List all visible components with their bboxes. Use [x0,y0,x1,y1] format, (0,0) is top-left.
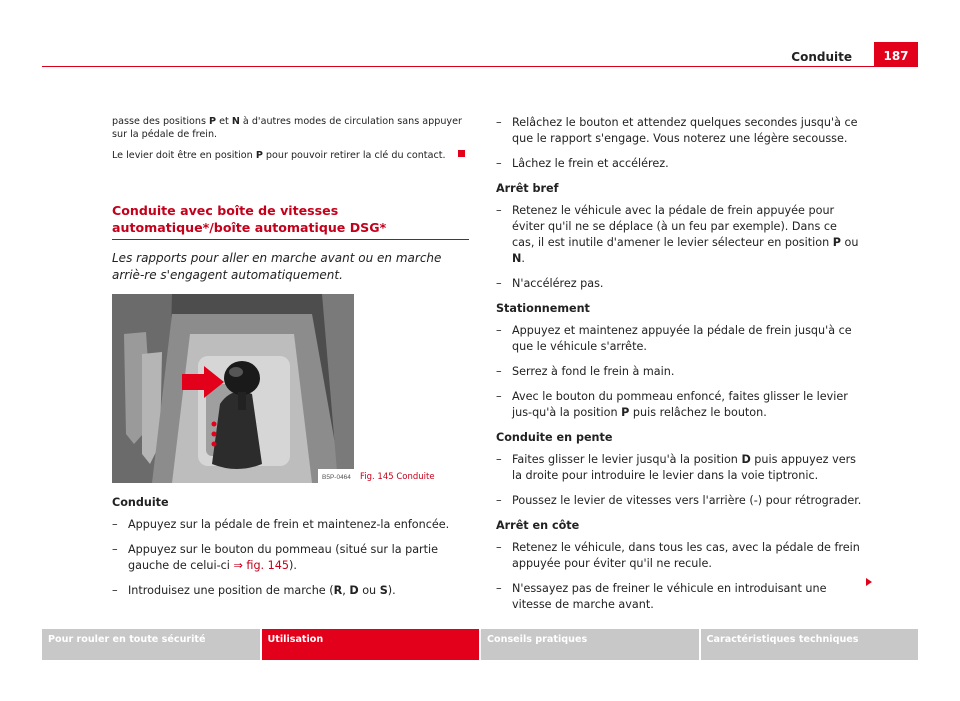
list-item-text: Appuyez et maintenez appuyée la pédale de frein jusqu'à ce que le véhicule s'arrête. [512,324,852,353]
section-end-marker [458,150,465,157]
text-run: . [521,252,525,265]
list-item-text: Avec le bouton du pommeau enfoncé, faites glisser le levier jus-qu'à la position [512,390,848,419]
subheading-arret-bref: Arrêt bref [496,182,559,195]
bullet-dash: – [112,543,118,556]
bullet-dash: – [496,541,502,554]
position-p: P [209,116,217,127]
position-r: R [333,584,343,597]
figure-code: B5P-0464 [322,474,351,481]
tab-utilisation[interactable]: Utilisation [262,629,480,660]
running-header-title: Conduite [791,50,852,64]
position-s: S [379,584,388,597]
list-item [496,540,862,572]
bullet-dash: – [496,277,502,290]
text-run: pour pouvoir retirer la clé du contact. [262,150,446,161]
position-p: P [255,150,263,161]
position-p: P [621,406,630,419]
text-run: et [216,116,232,127]
list-item-text: Serrez à fond le frein à main. [512,365,675,378]
text-run: ou [840,236,859,249]
list-item [496,276,862,292]
note-paragraph [112,115,469,141]
bullet-dash: – [496,582,502,595]
text-run: Le levier doit être en position [112,150,256,161]
bullet-dash: – [496,494,502,507]
list-item-text: Relâchez le bouton et attendez quelques secondes jusqu'à ce que le rapport s'engage. Vous noterez une légère secousse. [512,116,858,145]
list-item-text: Lâchez le frein et accélérez. [512,157,669,170]
text-run: passe des positions [112,116,210,127]
subheading-arret-en-cote: Arrêt en côte [496,519,580,532]
tab-conseils-pratiques[interactable]: Conseils pratiques [481,629,699,660]
position-p: P [832,236,841,249]
tab-caracteristiques-techniques[interactable]: Caractéristiques techniques [701,629,919,660]
bullet-dash: – [496,204,502,217]
bullet-dash: – [496,324,502,337]
footer-chapter-tabs [42,629,918,660]
list-item-text: N'essayez pas de freiner le véhicule en introduisant une vitesse de marche avant. [512,582,827,611]
bullet-dash: – [112,518,118,531]
text-run: ou [358,584,380,597]
list-item-text: Introduisez une position de marche ( [128,584,334,597]
section-title: Conduite avec boîte de vitesses automatique*/boîte automatique DSG* [112,202,469,240]
text-run: , [342,584,350,597]
list-item [496,203,862,267]
list-item [496,364,862,380]
position-n: N [231,116,240,127]
text-run: à d'autres modes de circulation sans appuyer sur la pédale de frein. [112,116,462,140]
page-number: 187 [874,42,918,67]
subheading-conduite: Conduite [112,496,169,509]
list-item [496,493,862,509]
subheading-conduite-en-pente: Conduite en pente [496,431,613,444]
continued-arrow-icon [866,578,872,586]
right-column [496,115,862,622]
bullet-dash: – [496,116,502,129]
position-d: D [349,584,359,597]
list-item-text: Retenez le véhicule avec la pédale de frein appuyée pour éviter qu'il ne se déplace (à un feu par exemple). Dans ce cas, il est inutile d'amener le levier sélecteur en position [512,204,837,249]
figure-reference-link[interactable]: ⇒ fig. 145 [233,559,290,572]
text-run: ). [387,584,396,597]
position-n: N [512,252,522,265]
list-item [496,389,862,421]
text-run: puis appuyez vers la droite pour introduire le levier dans la voie tiptronic. [512,453,857,482]
list-item [112,517,469,533]
list-item [496,156,862,172]
list-item-text: N'accélérez pas. [512,277,604,290]
list-item [496,115,862,147]
subheading-stationnement: Stationnement [496,302,590,315]
bullet-dash: – [496,157,502,170]
bullet-dash: – [496,453,502,466]
list-item [496,323,862,355]
list-item-text: Retenez le véhicule, dans tous les cas, avec la pédale de frein appuyée pour éviter qu'il ne recule. [512,541,860,570]
list-item [496,581,862,613]
text-run: puis relâchez le bouton. [629,406,767,419]
list-item [112,583,469,599]
list-item-text: Appuyez sur le bouton du pommeau (situé sur la partie gauche de celui-ci [128,543,439,572]
tab-pour-rouler-en-toute-securite[interactable]: Pour rouler en toute sécurité [42,629,260,660]
gear-shifter-illustration [112,294,354,483]
text-run: ). [289,559,297,572]
list-item-text: Poussez le levier de vitesses vers l'arrière (-) pour rétrograder. [512,494,862,507]
list-item [496,452,862,484]
list-item-text: Faites glisser le levier jusqu'à la position [512,453,742,466]
list-item [112,542,469,574]
header-rule [42,66,918,67]
continuation-notes [112,115,469,162]
note-paragraph [112,149,469,162]
left-column [112,115,469,608]
list-item-text: Appuyez sur la pédale de frein et maintenez-la enfoncée. [128,518,450,531]
figure-145-photo [112,294,354,483]
figure-caption: Fig. 145 Conduite [360,472,435,482]
bullet-dash: – [496,390,502,403]
position-d: D [741,453,751,466]
bullet-dash: – [496,365,502,378]
section-intro: Les rapports pour aller en marche avant ou en marche arriè-re s'engagent automatiquement. [112,251,442,282]
bullet-dash: – [112,584,118,597]
